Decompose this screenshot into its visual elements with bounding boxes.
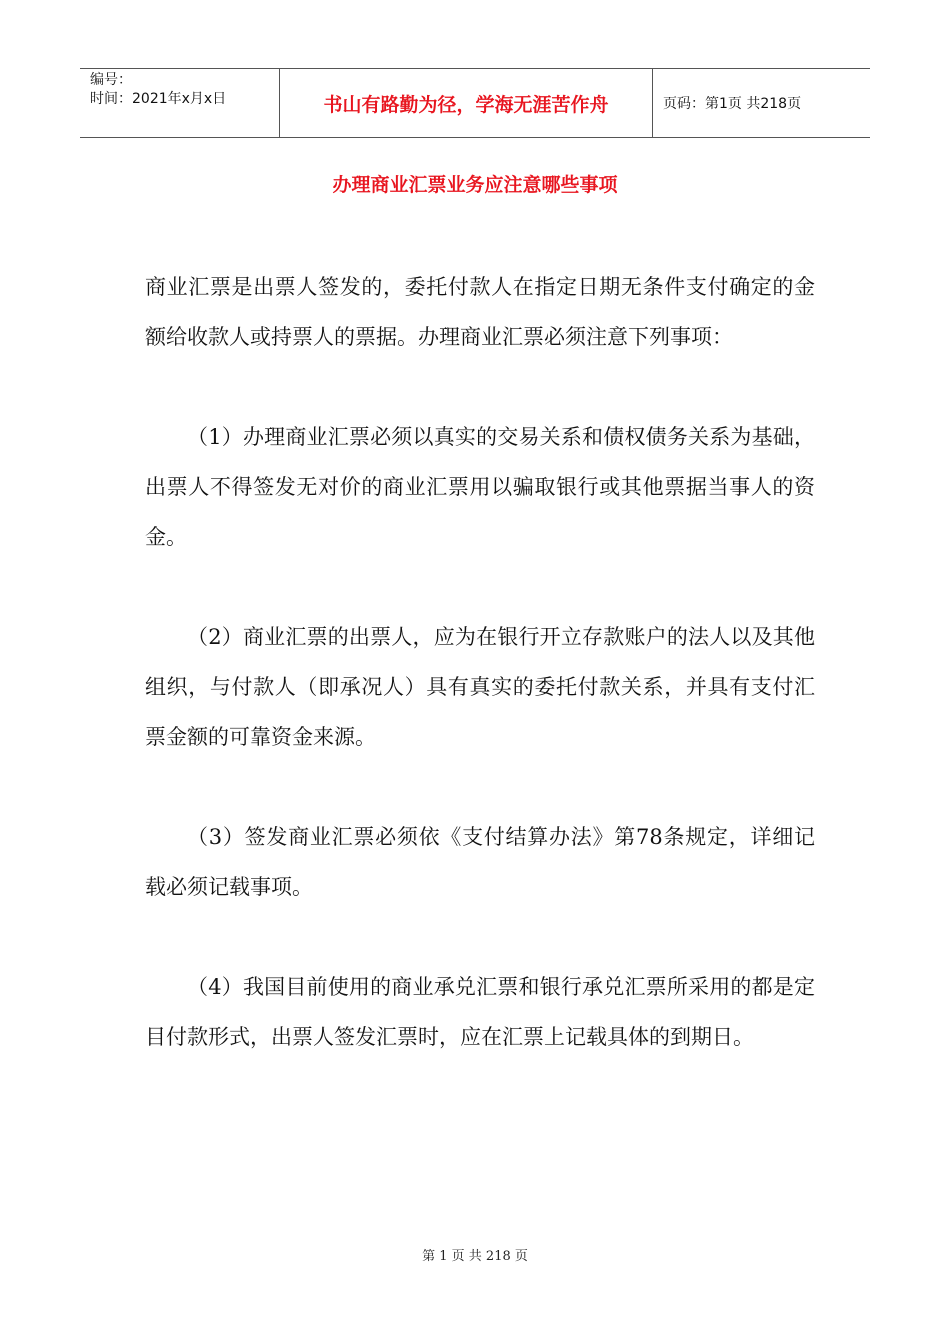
paragraph-item-4: （4）我国目前使用的商业承兑汇票和银行承兑汇票所采用的都是定目付款形式，出票人签发汇票时，应在汇票上记载具体的到期日。 — [145, 975, 815, 1049]
paragraph-intro: 商业汇票是出票人签发的，委托付款人在指定日期无条件支付确定的金额给收款人或持票人的票据。办理商业汇票必须注意下列事项： — [145, 275, 815, 349]
header-motto: 书山有路勤为径，学海无涯苦作舟 — [280, 69, 653, 137]
document-title: 办理商业汇票业务应注意哪些事项 — [332, 174, 618, 196]
paragraph-item-1: （1）办理商业汇票必须以真实的交易关系和债权债务关系为基础，出票人不得签发无对价的商业汇票用以骗取银行或其他票据当事人的资金。 — [145, 425, 815, 549]
page-footer: 第 1 页 共 218 页 — [422, 1249, 528, 1264]
document-body — [145, 262, 815, 1112]
paragraph-item-3: （3）签发商业汇票必须依《支付结算办法》第78条规定，详细记载必须记载事项。 — [145, 825, 815, 899]
page-header — [80, 68, 870, 138]
document-number-label: 编号： — [90, 72, 132, 88]
document-date: 时间：2021年x月x日 — [90, 91, 227, 107]
header-meta — [80, 69, 280, 137]
paragraph-item-2: （2）商业汇票的出票人，应为在银行开立存款账户的法人以及其他组织，与付款人（即承况人）具有真实的委托付款关系，并具有支付汇票金额的可靠资金来源。 — [145, 625, 815, 749]
header-page-info: 页码：第1页 共218页 — [663, 96, 802, 112]
